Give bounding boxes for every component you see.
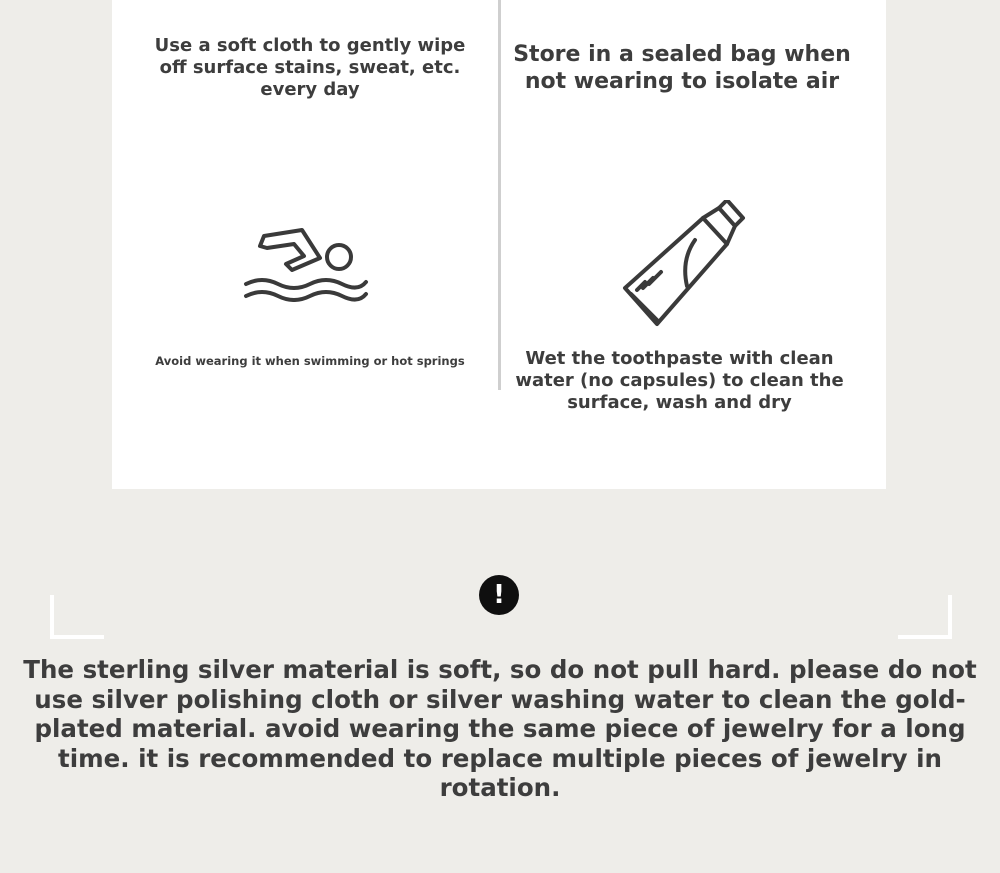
- tip-avoid-swimming: Avoid wearing it when swimming or hot springs: [155, 354, 465, 368]
- tip-sealed-bag: Store in a sealed bag when not wearing to isolate air: [513, 42, 851, 94]
- frame-corner-right: [898, 595, 952, 639]
- frame-corner-left: [50, 595, 104, 639]
- tip-toothpaste-clean: Wet the toothpaste with clean water (no capsules) to clean the surface, wash and dry: [515, 348, 844, 413]
- exclamation-icon: !: [479, 575, 519, 615]
- toothpaste-tube-icon: [617, 200, 757, 330]
- column-divider: [498, 0, 501, 390]
- warning-notice: The sterling silver material is soft, so do not pull hard. please do not use silver polishing cloth or silver washing water to clean the gold-plated material. avoid wearing the same piece of jewelry for a long time. it is recommended to replace multiple pieces of jewelry in rotation.: [23, 655, 977, 802]
- care-instructions-card: [112, 0, 886, 489]
- swimmer-icon: [242, 222, 372, 302]
- tip-wipe-daily: Use a soft cloth to gently wipe off surface stains, sweat, etc. every day: [154, 35, 466, 100]
